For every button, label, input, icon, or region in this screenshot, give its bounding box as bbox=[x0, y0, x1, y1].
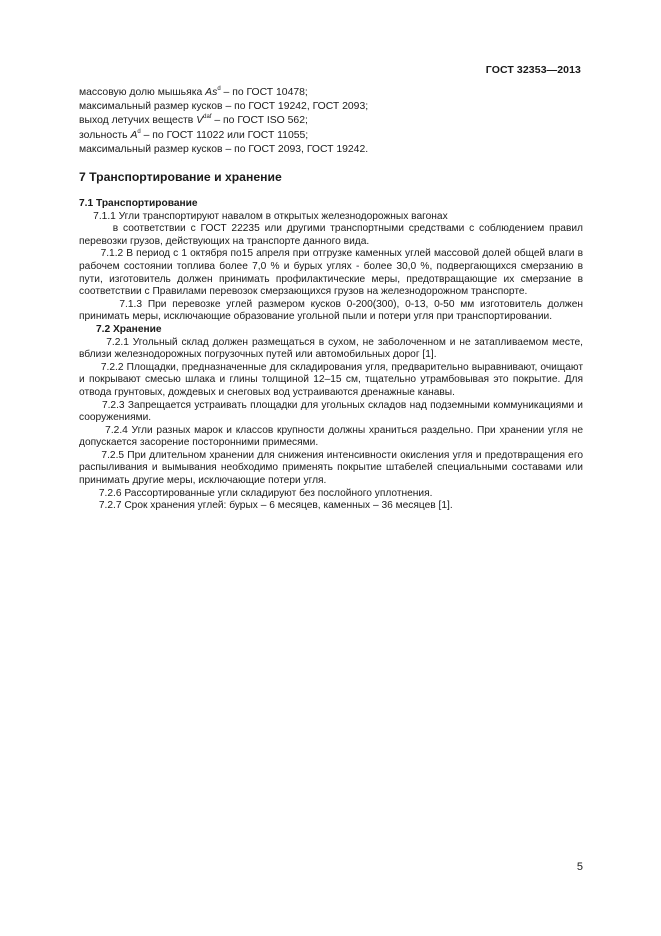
subsection-title: 7.1 Транспортирование bbox=[79, 198, 198, 209]
list-item: максимальный размер кусков – по ГОСТ 2093, ГОСТ 19242. bbox=[79, 143, 369, 155]
paragraph: 7.1.1 Угли транспортируют навалом в открытых железнодорожных вагонах bbox=[93, 210, 448, 222]
page-number: 5 bbox=[576, 861, 583, 873]
paragraph: 7.2.5 При длительном хранении для снижения интенсивности окисления угля и предотвращения его распыливания и вымывания необходимо применять покрытие штабелей специальными составами или принимать другие меры, исключающие потери угля. bbox=[79, 449, 583, 487]
section-title: 7 Транспортирование и хранение bbox=[79, 170, 282, 184]
list-item: выход летучих веществ $V^{daf}$ – по ГОСТ ISO 562; bbox=[79, 114, 308, 127]
paragraph: 7.2.7 Срок хранения углей: бурых – 6 месяцев, каменных – 36 месяцев [1]. bbox=[98, 500, 453, 512]
paragraph: 7.2.3 Запрещается устраивать площадки для угольных складов над подземными коммуникациями и сооружениями. bbox=[79, 399, 583, 424]
paragraph: 7.2.4 Угли разных марок и классов крупности должны храниться раздельно. При хранении угля не допускается засорение посторонними примесями. bbox=[79, 424, 583, 449]
paragraph: 7.2.6 Рассортированные угли складируют без послойного уплотнения. bbox=[98, 487, 433, 499]
paragraph: 7.2.2 Площадки, предназначенные для складирования угля, предварительно выравнивают, очищают и покрывают смесью шлака и глины толщиной 12–15 см, тщательно утрамбовывая это покрытие. Для отвода грунтовых, дождевых и снеговых вод устраиваются дренажные канавы. bbox=[79, 361, 583, 398]
list-item: максимальный размер кусков – по ГОСТ 19242, ГОСТ 2093; bbox=[79, 101, 369, 113]
subsection-title: 7.2 Хранение bbox=[95, 323, 162, 335]
paragraph: 7.2.1 Угольный склад должен размещаться в сухом, не заболоченном и не затапливаемом месте, вблизи железнодорожных погрузочных путей или автомобильных дорог [1]. bbox=[79, 336, 583, 361]
requirements-list bbox=[79, 86, 599, 157]
paragraph: в соответствии с ГОСТ 22235 или другими транспортными средствами с соблюдением правил перевозки грузов, действующих на транспорте данного вида. bbox=[79, 223, 583, 247]
list-item: массовую долю мышьяка As$^d$ – по ГОСТ 10478; bbox=[79, 86, 308, 98]
document-header: ГОСТ 32353—2013 bbox=[485, 64, 581, 76]
list-item: зольность $A^d$ – по ГОСТ 11022 или ГОСТ 11055; bbox=[79, 128, 309, 141]
paragraph: 7.1.2 В период с 1 октября по15 апреля при отгрузке каменных углей массовой долей общей влаги в рабочем состоянии топлива более 7,0 % и бурых углях - более 30,0 %, подвергающихся смерзанию в пути, изготовитель должен принимать профилактические меры, предотвращающие их смерзание в соответствии с Правилами перевозок смерзающихся грузов на железнодорожном транспорте. bbox=[79, 248, 583, 298]
section-body bbox=[79, 198, 583, 513]
paragraph: 7.1.3 При перевозке углей размером кусков 0-200(300), 0-13, 0-50 мм изготовитель должен принимать меры, исключающие образование угольной пыли и потери угля при транспортировании. bbox=[79, 298, 583, 323]
